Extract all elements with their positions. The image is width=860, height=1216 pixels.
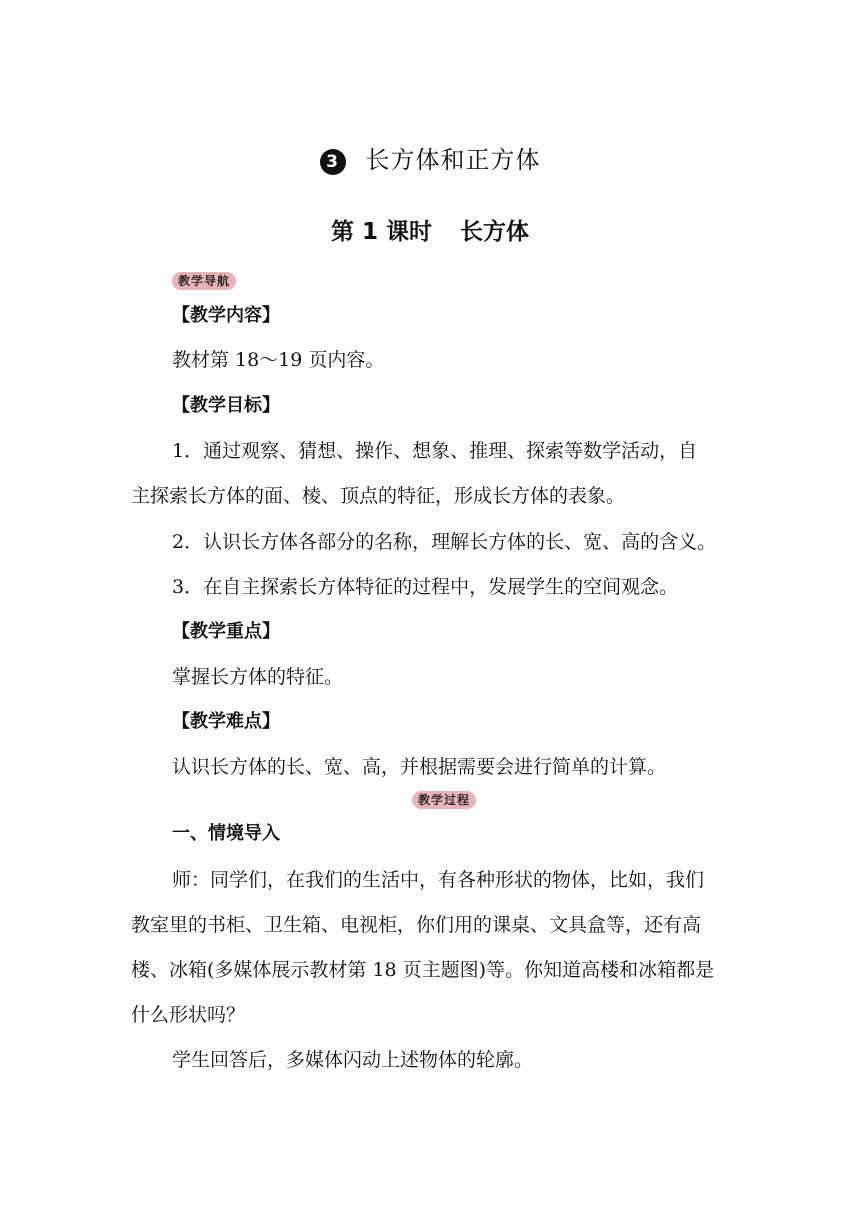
goal-3: 3．在自主探索长方体特征的过程中，发展学生的空间观念。 [172, 576, 679, 598]
teaching-nav-tag: 教学导航 [172, 272, 236, 290]
key-points-text: 掌握长方体的特征。 [172, 666, 344, 688]
key-points-heading: 【教学重点】 [172, 621, 280, 642]
lesson-title [0, 213, 860, 246]
content-heading: 【教学内容】 [172, 305, 280, 326]
chapter-title [0, 140, 860, 175]
process-para-line-4: 什么形状吗？ [131, 1004, 246, 1026]
process-para-line-3: 楼、冰箱(多媒体展示教材第 18 页主题图)等。你知道高楼和冰箱都是 [131, 959, 715, 981]
lesson-title-text: 长方体 [460, 219, 530, 245]
chapter-title-text: 长方体和正方体 [365, 146, 541, 174]
chapter-number-badge: 3 [320, 149, 346, 175]
difficulty-text: 认识长方体的长、宽、高，并根据需要会进行简单的计算。 [172, 756, 667, 778]
teaching-process-tag: 教学过程 [412, 791, 476, 809]
difficulty-heading: 【教学难点】 [172, 711, 280, 732]
goal-1-line-2: 主探索长方体的面、棱、顶点的特征，形成长方体的表象。 [131, 485, 626, 507]
process-para-line-2: 教室里的书柜、卫生箱、电视柜，你们用的课桌、文具盒等，还有高 [131, 914, 702, 936]
goals-heading: 【教学目标】 [172, 395, 280, 416]
process-heading: 一、情境导入 [172, 823, 280, 844]
content-text: 教材第 18～19 页内容。 [172, 349, 385, 371]
process-para-2: 学生回答后，多媒体闪动上述物体的轮廓。 [172, 1049, 534, 1071]
lesson-label: 第 1 课时 [330, 219, 433, 245]
goal-2: 2．认识长方体各部分的名称，理解长方体的长、宽、高的含义。 [172, 531, 717, 553]
goal-1-line-1: 1．通过观察、猜想、操作、想象、推理、探索等数学活动，自 [172, 440, 698, 462]
process-para-line-1: 师：同学们，在我们的生活中，有各种形状的物体，比如，我们 [172, 869, 705, 891]
